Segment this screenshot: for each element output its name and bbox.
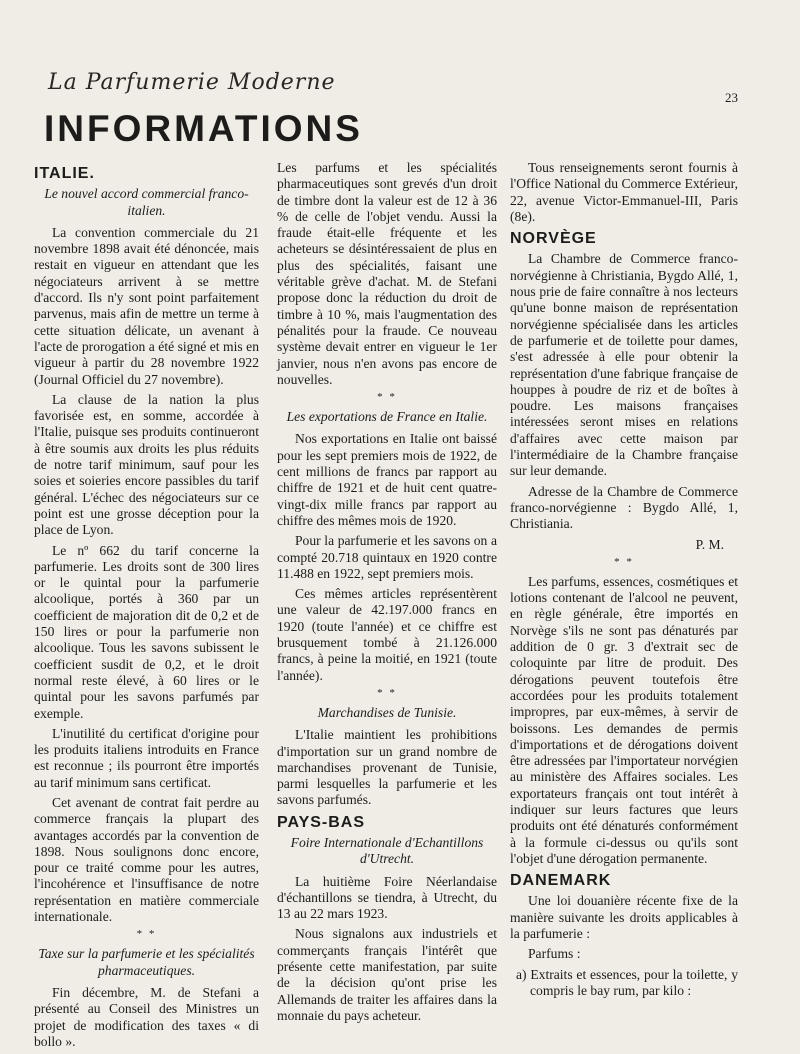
section-heading-italie: ITALIE.: [34, 165, 95, 182]
paragraph: Les parfums et les spécialités pharmaceutiques sont grevés d'un droit de timbre dont la valeur est de 12 à 36 % de celle de l'objet vendu. Aussi la fraude était-elle fréquente et les acheteurs se désintéressaient de plus en plus des spécialités, faisant une véritable grève d'achat. M. de Stefani propose donc la réduction du droit de timbre à 10 %, mais l'augmentation des pénalités pour la fraude. Ce nouveau système devait entrer en vigueur le 1er janvier, nous n'en avons pas encore de nouvelles.: [277, 160, 497, 387]
page-number: 23: [725, 90, 738, 105]
paragraph: La huitième Foire Néerlandaise d'échantillons se tiendra, à Utrecht, du 13 au 22 mars 1923.: [277, 873, 497, 922]
stars-separator: * *: [377, 391, 397, 404]
paragraph: La convention commerciale du 21 novembre 1898 avait été dénoncée, mais restait en vigueur en attendant que les négociateurs arrivent à se mettre d'accord. Ils n'y sont point parfaitement parvenus, mais afin de mettre un terme à cette situation délicate, un avenant à l'acte de prorogation a été signé et mis en vigueur à partir du 28 novembre 1922 (Journal Officiel du 27 novembre).: [34, 224, 259, 387]
paragraph: La Chambre de Commerce franco-norvégienne à Christiania, Bygdo Allé, 1, nous prie de faire connaître à nos lecteurs qu'une bonne maison de représentation norvégienne spécialisée dans les articles de parfumerie et de toilette pour dames, s'est adressée à elle pour obtenir la représentation d'une fabrique française de houppes à poudre de riz et de boîtes à poudre. Les maisons françaises intéressées seront mises en relations d'affaires avec cette maison par l'intermédiaire de la Chambre française sur leur demande.: [510, 251, 738, 479]
paragraph: Tous renseignements seront fournis à l'Office National du Commerce Extérieur, 22, avenue Victor-Emmanuel-III, Paris (8e).: [510, 160, 738, 224]
stars-separator: * *: [614, 555, 634, 568]
paragraph: Les parfums, essences, cosmétiques et lotions contenant de l'alcool ne peuvent, en règle générale, être importés en Norvège s'ils ne sont pas dénaturés par addition de 0 gr. 3 d'extrait sec de coloquinte par litre de produit. Des dérogations peuvent toutefois être accordées pour les produits totalement impropres, par eux-mêmes, à servir de boissons. Les demandes de permis d'importations et de dérogations doivent être adressées par l'importateur norvégien au ministère des Affaires sociales. Les exportateurs français ont tout intérêt à indiquer sur leurs factures que leurs produits ont été dénaturés conformément à la formule ci-dessus ou qu'ils sont l'objet d'une dérogation permanente.: [510, 573, 738, 866]
paragraph: Une loi douanière récente fixe de la manière suivante les droits applicables à la parfumerie :: [510, 893, 738, 942]
signature: P. M.: [695, 536, 724, 552]
paragraph: L'Italie maintient les prohibitions d'importation sur un grand nombre de marchandises provenant de Tunisie, parmi lesquelles la parfumerie et les savons parfumés.: [277, 727, 497, 808]
list-item: a) Extraits et essences, pour la toilette, y compris le bay rum, par kilo :: [516, 966, 738, 998]
paragraph: La clause de la nation la plus favorisée est, en somme, accordée à l'Italie, puisque ses produits continueront à être soumis aux droits les plus réduits de notre tarif minimum, sauf pour les soies et soieries encore passibles du tarif général. L'échec des négociateurs sur ce point est une grosse déception pour la place de Lyon.: [34, 391, 259, 538]
paragraph: Adresse de la Chambre de Commerce franco-norvégienne : Bygdo Allé, 1, Christiania.: [510, 483, 738, 532]
paragraph: Ces mêmes articles représentèrent une valeur de 42.197.000 francs en 1920 (toute l'année) et ce chiffre est brusquement tombé à 21.126.000 francs, à peine la moitié, en 1921 (toute l'année).: [277, 586, 497, 683]
subheading-foire: Foire Internationale d'Echantillons d'Utrecht.: [290, 834, 484, 867]
column-2: [277, 160, 497, 1028]
stars-separator: * *: [136, 928, 157, 941]
page-title: INFORMATIONS: [44, 108, 363, 149]
paragraph: L'inutilité du certificat d'origine pour les produits italiens introduits en France est reconnue ; ils pourront être importés au tarif minimum sans certificat.: [34, 725, 259, 790]
stars-separator: * *: [377, 686, 397, 699]
section-heading-danemark: DANEMARK: [510, 872, 612, 890]
subheading-taxe: Taxe sur la parfumerie et les spécialités pharmaceutiques.: [38, 946, 255, 978]
paragraph: Nous signalons aux industriels et commerçants français l'intérêt que présente cette manifestation, par suite de la décision qu'ont prise les Allemands de traiter les affaires dans la monnaie du pays acheteur.: [277, 926, 497, 1023]
paragraph: Pour la parfumerie et les savons on a compté 20.718 quintaux en 1920 contre 11.488 en 1922, sept premiers mois.: [277, 533, 497, 581]
subheading-accord: Le nouvel accord commercial franco-italien.: [44, 186, 249, 218]
paragraph: Nos exportations en Italie ont baissé pour les sept premiers mois de 1922, de cent millions de francs par rapport au chiffre de 1921 et de huit cent quatre-vingt-dix mille francs par rapport au chiffre des mêmes mois de 1920.: [277, 431, 497, 528]
subheading-exportations: Les exportations de France en Italie.: [286, 409, 488, 425]
paragraph: Cet avenant de contrat fait perdre au commerce français la plupart des avantages accordés par la convention de 1898. Nous soulignons donc encore, pour ce traité comme pour les autres, l'incohérence et l'insuffisance de notre représentation en matière commerciale internationale.: [34, 794, 259, 925]
paragraph: Parfums :: [528, 946, 581, 962]
section-heading-norvege: NORVÈGE: [510, 230, 597, 248]
subheading-tunisie: Marchandises de Tunisie.: [317, 704, 457, 720]
paragraph: Fin décembre, M. de Stefani a présenté au Conseil des Ministres un projet de modification des taxes « di bollo ».: [34, 984, 259, 1049]
journal-header: La Parfumerie Moderne: [48, 70, 336, 95]
column-1: [34, 160, 259, 1054]
paragraph: Le nº 662 du tarif concerne la parfumerie. Les droits sont de 300 lires or le quintal pour la parfumerie alcoolique, portés à 360 par un coefficient de majoration dit de 0,2 et de 150 lires or pour la parfumerie non alcoolique. Tous les savons subissent le coefficient susdit de 0,2, et le droit normal reste élevé, à 60 lires or le quintal pour les savons parfumés par exemple.: [34, 542, 259, 721]
section-heading-paysbas: PAYS-BAS: [277, 813, 366, 831]
column-3: [510, 160, 738, 1003]
